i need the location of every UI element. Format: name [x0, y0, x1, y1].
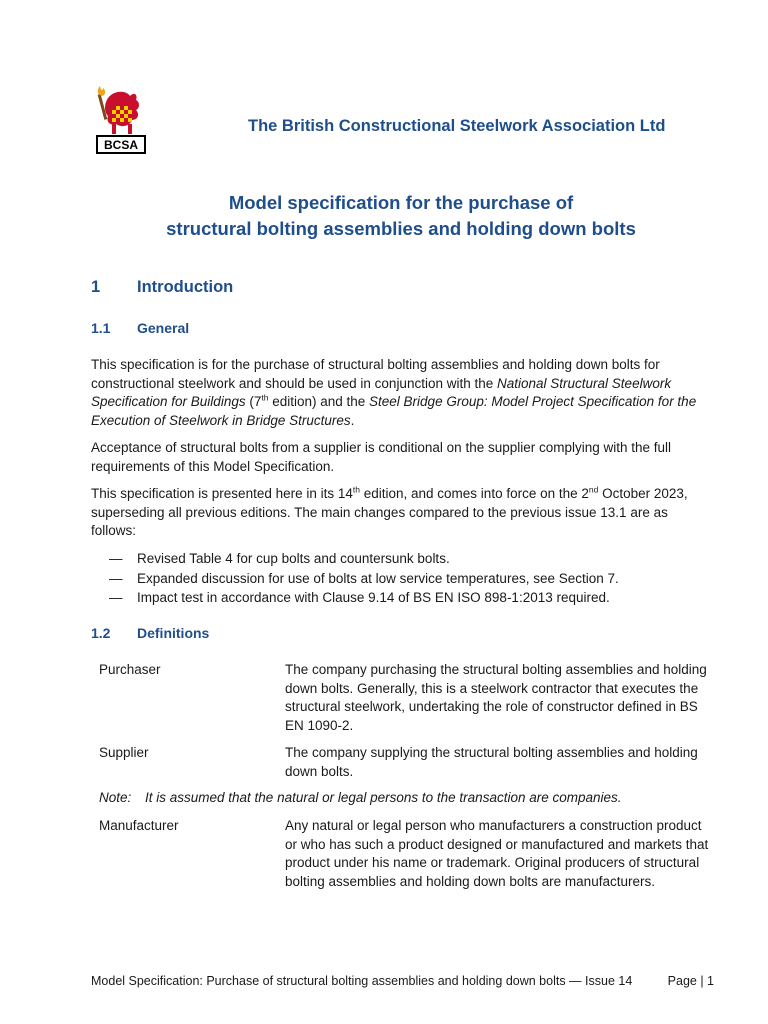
changes-list — [109, 549, 709, 608]
section-number: 1.2 — [91, 625, 111, 641]
definition-text: Any natural or legal person who manufacturers a construction product or who has such a product designed or manufactured and markets that product under his name or trademark. Original producers of structural bolting assemblies and holding down bolts are manufacturers. — [285, 818, 709, 889]
definition-text: The company supplying the structural bolting assemblies and holding down bolts. — [285, 745, 698, 779]
definition-note — [99, 790, 622, 805]
list-item: — Expanded discussion for use of bolts at low service temperatures, see Section 7. — [109, 569, 709, 589]
list-item: — Revised Table 4 for cup bolts and countersunk bolts. — [109, 549, 709, 569]
note-label: Note: — [99, 790, 132, 805]
nsss-reference: National Structural Steelwork Specification for Buildings — [91, 375, 672, 409]
definition-term: Supplier — [99, 745, 149, 760]
section-number: 1 — [91, 278, 101, 296]
sbg-reference: Steel Bridge Group: Model Project Specification for the Execution of Steelwork in Bridge Structures — [91, 394, 697, 428]
title-line-2: structural bolting assemblies and holding down bolts — [166, 218, 636, 239]
general-paragraph-1: This specification is for the purchase of structural bolting assemblies and holding down bolts for constructional steelwork and should be used in conjunction with the National Structural Steelwork Specification for Buildings (7th edition) and the Steel Bridge Group: Model Project Specification for the Execution of Steelwork in Bridge Structures. — [91, 357, 697, 428]
footer-document-title: Model Specification: Purchase of structural bolting assemblies and holding down bolts — Issue 14 — [91, 974, 633, 988]
general-paragraph-2: Acceptance of structural bolts from a supplier is conditional on the supplier complying with the full requirements of this Model Specification. — [91, 440, 672, 474]
page-number: Page | 1 — [667, 974, 714, 988]
section-1-1-heading — [91, 320, 189, 336]
section-title: Definitions — [137, 625, 210, 641]
definition-text: The company purchasing the structural bolting assemblies and holding down bolts. Generally, this is a steelwork contractor that executes the structural steelwork, undertaking the role of constructor defined in BS EN 1090-2. — [285, 662, 707, 733]
organisation-name: The British Constructional Steelwork Association Ltd — [248, 117, 666, 135]
section-1-2-heading — [91, 625, 209, 641]
list-item: — Impact test in accordance with Clause 9.14 of BS EN ISO 898-1:2013 required. — [109, 588, 709, 608]
definition-term: Purchaser — [99, 662, 161, 677]
definition-term: Manufacturer — [99, 818, 179, 833]
section-1-heading — [91, 278, 233, 297]
document-title — [91, 190, 711, 242]
section-title: General — [137, 320, 190, 336]
section-title: Introduction — [137, 278, 234, 296]
page-footer — [91, 974, 714, 988]
bullet-dash: — — [109, 551, 123, 566]
bullet-dash: — — [109, 570, 123, 586]
section-number: 1.1 — [91, 320, 111, 336]
svg-text:BCSA: BCSA — [103, 138, 139, 152]
bullet-dash: — — [109, 590, 123, 605]
title-line-1: Model specification for the purchase of — [228, 192, 574, 213]
note-text: It is assumed that the natural or legal persons to the transaction are companies. — [145, 790, 622, 805]
bcsa-logo — [94, 84, 150, 158]
general-paragraph-3: This specification is presented here in its 14th edition, and comes into force on the 2nd October 2023, superseding all previous editions. The main changes compared to the previous issue 13.1 are as follows: — [91, 484, 688, 538]
